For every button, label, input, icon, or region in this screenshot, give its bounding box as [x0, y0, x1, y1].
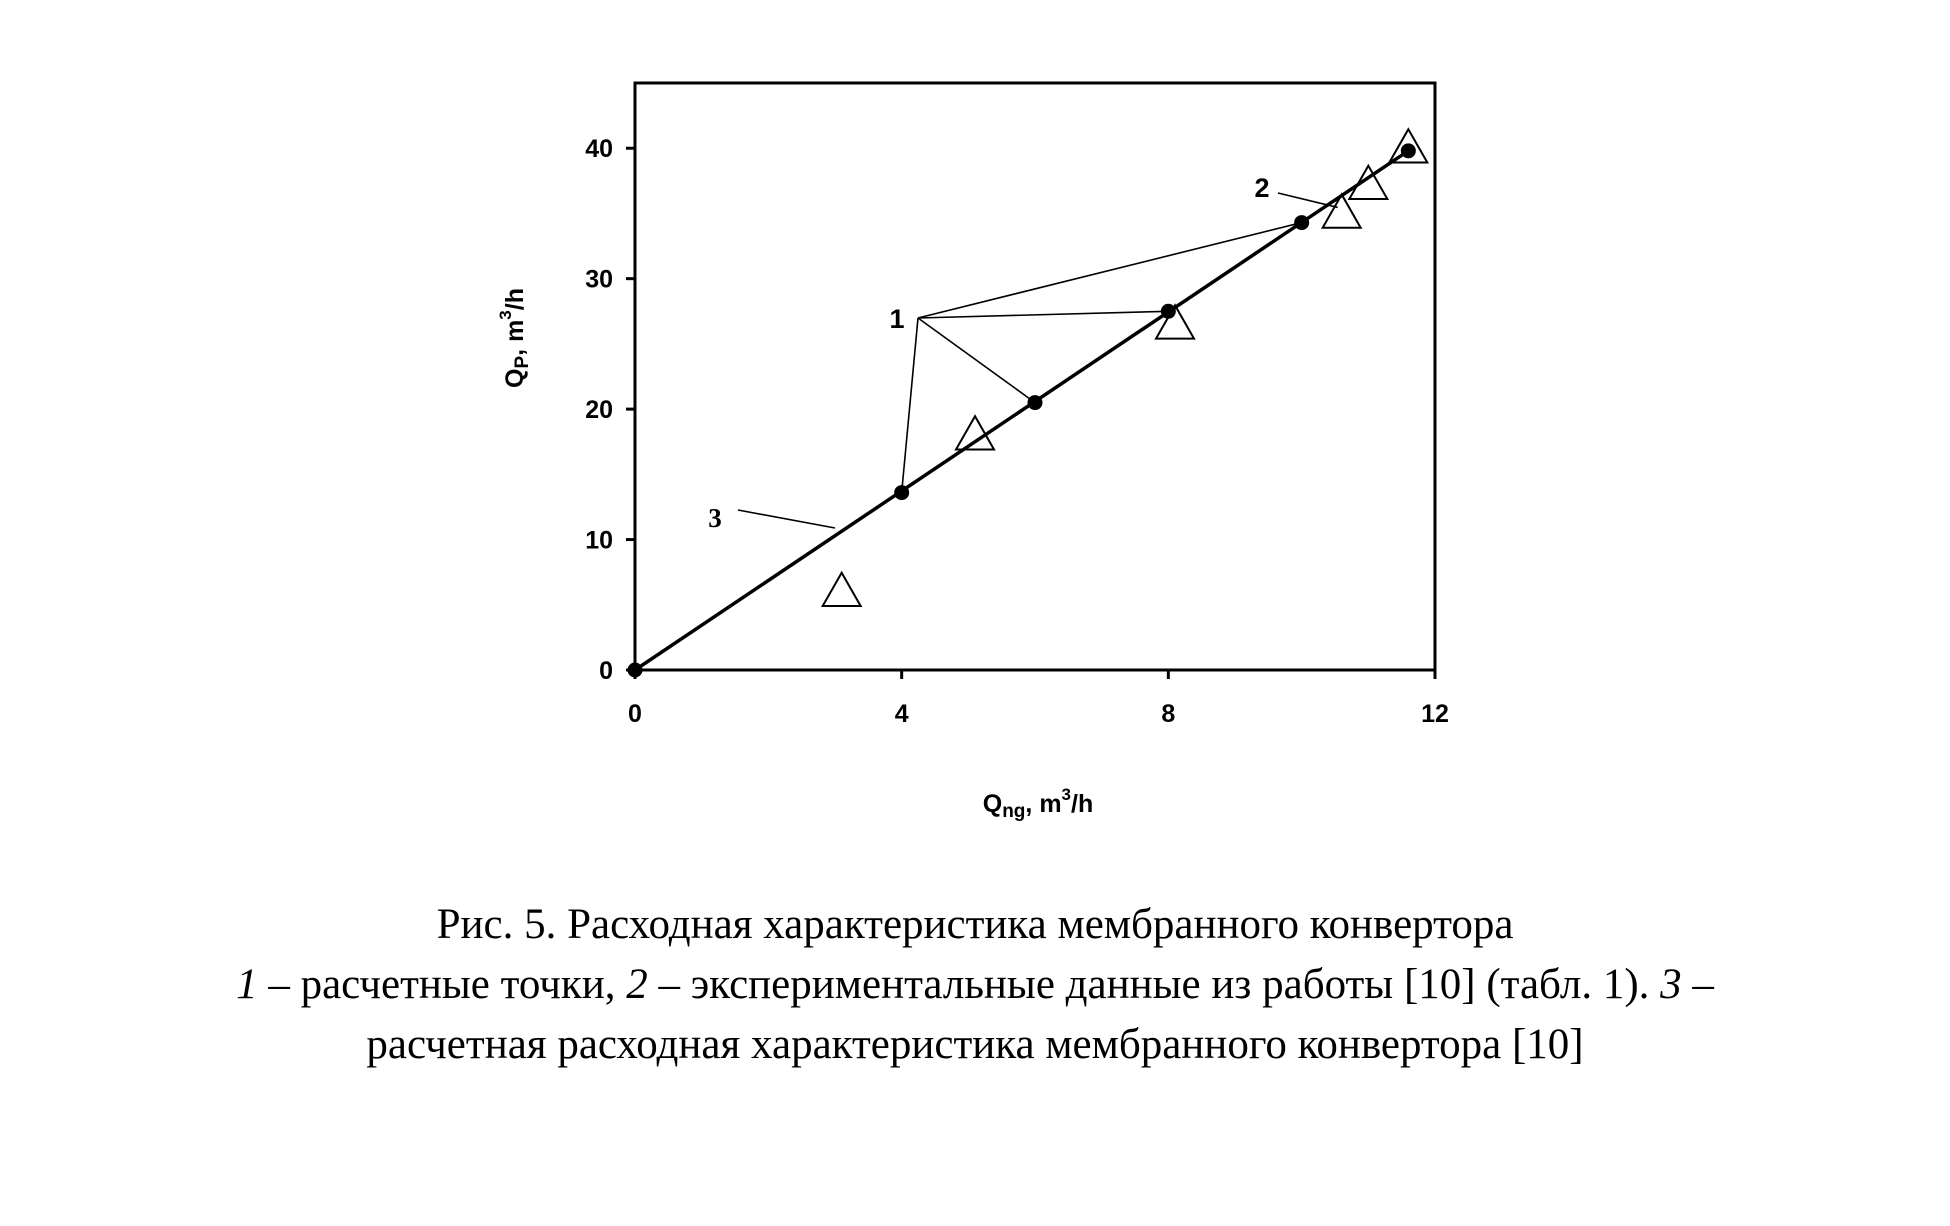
- circle-point: [1294, 215, 1309, 230]
- leader-line-1: [918, 318, 1035, 403]
- y-axis-title-end: /h: [501, 288, 529, 311]
- y-axis-title: [496, 288, 533, 388]
- x-tick-label: 8: [1161, 700, 1176, 728]
- plot-border: [635, 83, 1435, 670]
- triangle-point: [823, 573, 861, 606]
- y-tick-label: 10: [585, 526, 613, 555]
- caption-line-2: [0, 955, 1950, 1015]
- caption-num-1: 1: [236, 961, 258, 1008]
- leader-line-3: [738, 510, 835, 528]
- x-axis-title-sub: ng: [1002, 801, 1026, 822]
- y-tick-label: 0: [599, 657, 613, 685]
- y-axis-title-sup: 3: [496, 310, 515, 320]
- circle-point: [1028, 395, 1043, 410]
- caption-line-1: Рис. 5. Расходная характеристика мембранного конвертора: [436, 901, 1514, 948]
- y-tick-label: 40: [585, 135, 613, 164]
- x-tick-label: 12: [1421, 700, 1449, 728]
- data-marks: [628, 129, 1428, 677]
- circle-point: [1161, 304, 1176, 319]
- figure-caption: [0, 895, 1950, 1075]
- annotation-labels: [708, 173, 1269, 533]
- annotation-label-2: 2: [1254, 173, 1270, 203]
- x-axis-title-rest: , m: [1025, 790, 1062, 818]
- series-line-3: [635, 151, 1408, 670]
- plot-frame: [635, 83, 1435, 670]
- circle-point: [1401, 143, 1416, 158]
- leader-line-1: [918, 311, 1168, 318]
- y-axis-title-main: Q: [501, 368, 529, 388]
- x-tick-label: 4: [894, 700, 909, 728]
- caption-num-3: 3: [1660, 961, 1682, 1008]
- x-axis-title-end: /h: [1071, 790, 1094, 818]
- circle-point: [894, 485, 909, 500]
- y-axis-title-rest: , m: [501, 319, 529, 356]
- leader-line-1: [918, 223, 1302, 318]
- caption-text-b: – экспериментальные данные из работы [10] (табл. 1).: [647, 961, 1661, 1008]
- x-axis-title-sup: 3: [1061, 785, 1072, 804]
- x-axis-title-main: Q: [982, 790, 1003, 818]
- axis-ticks: [585, 135, 1449, 728]
- y-tick-label: 20: [585, 396, 613, 425]
- caption-text-c: –: [1681, 961, 1714, 1008]
- y-axis-title-sub: P: [512, 355, 533, 369]
- x-axis-title: [983, 785, 1093, 822]
- caption-line-3: расчетная расходная характеристика мембранного конвертора [10]: [366, 1021, 1584, 1068]
- annotation-leaders: [738, 193, 1338, 528]
- caption-num-2: 2: [626, 961, 648, 1008]
- annotation-label-1: 1: [889, 304, 905, 334]
- x-tick-label: 0: [628, 700, 642, 728]
- caption-text-a: – расчетные точки,: [257, 961, 627, 1008]
- circle-point: [628, 663, 643, 678]
- y-tick-label: 30: [585, 265, 613, 294]
- annotation-label-3: 3: [708, 503, 722, 533]
- leader-line-1: [902, 318, 918, 493]
